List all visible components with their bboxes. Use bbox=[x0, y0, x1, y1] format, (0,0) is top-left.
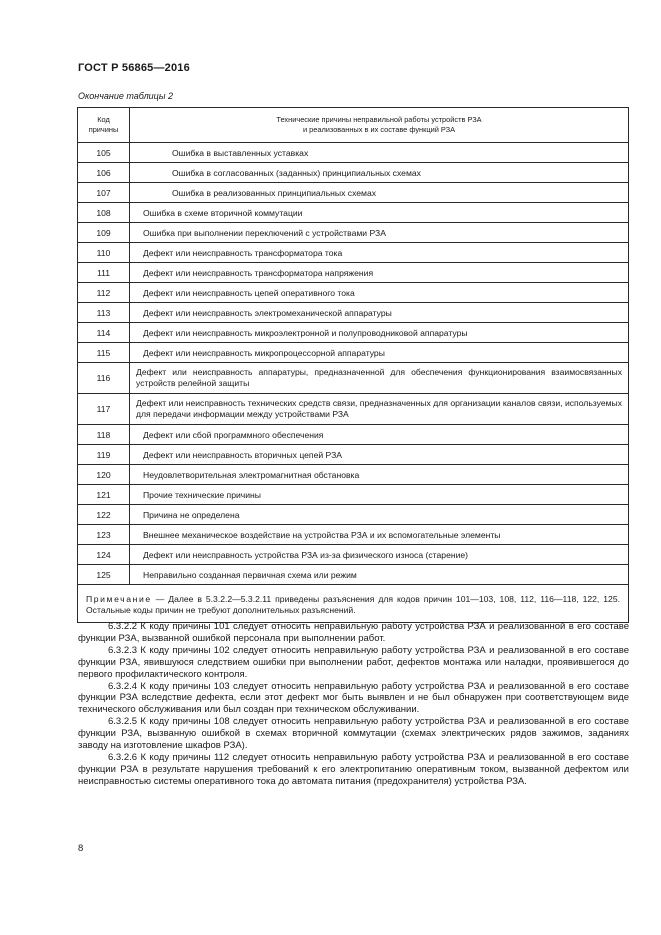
row-text: Дефект или неисправность электромеханической аппаратуры bbox=[130, 303, 629, 323]
row-text: Дефект или неисправность цепей оперативного тока bbox=[130, 283, 629, 303]
row-code: 105 bbox=[78, 143, 130, 163]
table-row bbox=[78, 425, 629, 445]
table-row bbox=[78, 485, 629, 505]
table-row bbox=[78, 303, 629, 323]
table-row bbox=[78, 183, 629, 203]
row-text: Дефект или неисправность устройства РЗА из-за физического износа (старение) bbox=[130, 545, 629, 565]
row-text: Причина не определена bbox=[130, 505, 629, 525]
paragraph: 6.3.2.2 К коду причины 101 следует относить неправильную работу устройства РЗА и реализованной в его составе функции РЗА, вызванной ошибкой персонала при выполнении работ. bbox=[78, 621, 629, 644]
row-code: 118 bbox=[78, 425, 130, 445]
page-number: 8 bbox=[78, 843, 84, 854]
table-row bbox=[78, 283, 629, 303]
table-note-row bbox=[78, 585, 629, 623]
table-row bbox=[78, 465, 629, 485]
header-description bbox=[130, 108, 629, 143]
table-row bbox=[78, 445, 629, 465]
paragraph: 6.3.2.6 К коду причины 112 следует относить неправильную работу устройства РЗА и реализованной в его составе функции РЗА в результате нарушения требований к его электропитанию оперативным током, вызванной дефектом или неисправностью системы оперативного тока до автомата питания (предохранителя) устройства РЗА. bbox=[78, 751, 629, 787]
note-text: — Далее в 5.3.2.2—5.3.2.11 приведены разъяснения для кодов причин 101—103, 108, 112, 116—118, 122, 125. Остальные коды причин не требуют дополнительных разъяснений. bbox=[86, 593, 620, 615]
row-code: 121 bbox=[78, 485, 130, 505]
body-text bbox=[78, 621, 629, 788]
table-row bbox=[78, 505, 629, 525]
table-row bbox=[78, 323, 629, 343]
row-text: Дефект или неисправность трансформатора напряжения bbox=[130, 263, 629, 283]
row-text: Ошибка в согласованных (заданных) принципиальных схемах bbox=[130, 163, 629, 183]
row-code: 125 bbox=[78, 565, 130, 585]
row-code: 106 bbox=[78, 163, 130, 183]
row-code: 117 bbox=[78, 394, 130, 425]
table-note bbox=[78, 585, 629, 623]
table-row bbox=[78, 243, 629, 263]
row-text: Ошибка при выполнении переключений с устройствами РЗА bbox=[130, 223, 629, 243]
note-label: Примечание bbox=[86, 593, 152, 604]
row-code: 108 bbox=[78, 203, 130, 223]
row-code: 123 bbox=[78, 525, 130, 545]
row-text: Внешнее механическое воздействие на устройства РЗА и их вспомогательные элементы bbox=[130, 525, 629, 545]
table-caption: Окончание таблицы 2 bbox=[78, 91, 173, 101]
row-text: Ошибка в реализованных принципиальных схемах bbox=[130, 183, 629, 203]
row-code: 109 bbox=[78, 223, 130, 243]
row-text: Дефект или сбой программного обеспечения bbox=[130, 425, 629, 445]
row-code: 112 bbox=[78, 283, 130, 303]
header-code bbox=[78, 108, 130, 143]
row-code: 107 bbox=[78, 183, 130, 203]
table-row bbox=[78, 343, 629, 363]
table-header-row bbox=[78, 108, 629, 143]
row-code: 124 bbox=[78, 545, 130, 565]
paragraph: 6.3.2.3 К коду причины 102 следует относить неправильную работу устройства РЗА и реализованной в его составе функции РЗА, явившуюся следствием ошибки при выполнении работ, дефектов монтажа или наладки, проявившегося до первого профилактического контроля. bbox=[78, 644, 629, 680]
row-text: Прочие технические причины bbox=[130, 485, 629, 505]
table-row bbox=[78, 223, 629, 243]
paragraph: 6.3.2.5 К коду причины 108 следует относить неправильную работу устройства РЗА и реализованной в его составе функции РЗА, вызванную ошибкой в схемах вторичной коммутации (схемах электрических рядов зажимов, заданиях заводу на изготовление шкафов РЗА). bbox=[78, 716, 629, 752]
row-text: Неправильно созданная первичная схема или режим bbox=[130, 565, 629, 585]
row-text: Дефект или неисправность аппаратуры, предназначенной для обеспечения функционирования взаимосвязанных устройств релейной защиты bbox=[130, 363, 629, 394]
header-code-text: Код причины bbox=[88, 115, 119, 134]
row-code: 113 bbox=[78, 303, 130, 323]
table-row bbox=[78, 525, 629, 545]
table-row bbox=[78, 545, 629, 565]
row-code: 120 bbox=[78, 465, 130, 485]
row-text: Дефект или неисправность трансформатора тока bbox=[130, 243, 629, 263]
table-row bbox=[78, 394, 629, 425]
row-text: Дефект или неисправность микропроцессорной аппаратуры bbox=[130, 343, 629, 363]
row-text: Дефект или неисправность технических средств связи, предназначенных для организации каналов связи, используемых для передачи информации между устройствами РЗА bbox=[130, 394, 629, 425]
table-row bbox=[78, 203, 629, 223]
row-code: 114 bbox=[78, 323, 130, 343]
table-row bbox=[78, 143, 629, 163]
causes-table bbox=[77, 107, 629, 623]
row-text: Дефект или неисправность микроэлектронной и полупроводниковой аппаратуры bbox=[130, 323, 629, 343]
header-description-text: Технические причины неправильной работы устройств РЗА и реализованных в их составе функций РЗА bbox=[276, 115, 482, 134]
document-header: ГОСТ Р 56865—2016 bbox=[78, 62, 190, 74]
paragraph: 6.3.2.4 К коду причины 103 следует относить неправильную работу устройства РЗА и реализованной в его составе функции РЗА вследствие дефекта, если этот дефект мог быть выявлен и не был обнаружен при соответствующем виде технического обслуживания или был создан при техническом обслуживании. bbox=[78, 680, 629, 716]
row-text: Ошибка в выставленных уставках bbox=[130, 143, 629, 163]
table-row bbox=[78, 363, 629, 394]
table-row bbox=[78, 263, 629, 283]
row-code: 119 bbox=[78, 445, 130, 465]
row-code: 116 bbox=[78, 363, 130, 394]
table-row bbox=[78, 565, 629, 585]
row-text: Неудовлетворительная электромагнитная обстановка bbox=[130, 465, 629, 485]
row-code: 122 bbox=[78, 505, 130, 525]
table-row bbox=[78, 163, 629, 183]
row-code: 110 bbox=[78, 243, 130, 263]
row-text: Дефект или неисправность вторичных цепей РЗА bbox=[130, 445, 629, 465]
row-text: Ошибка в схеме вторичной коммутации bbox=[130, 203, 629, 223]
row-code: 111 bbox=[78, 263, 130, 283]
row-code: 115 bbox=[78, 343, 130, 363]
